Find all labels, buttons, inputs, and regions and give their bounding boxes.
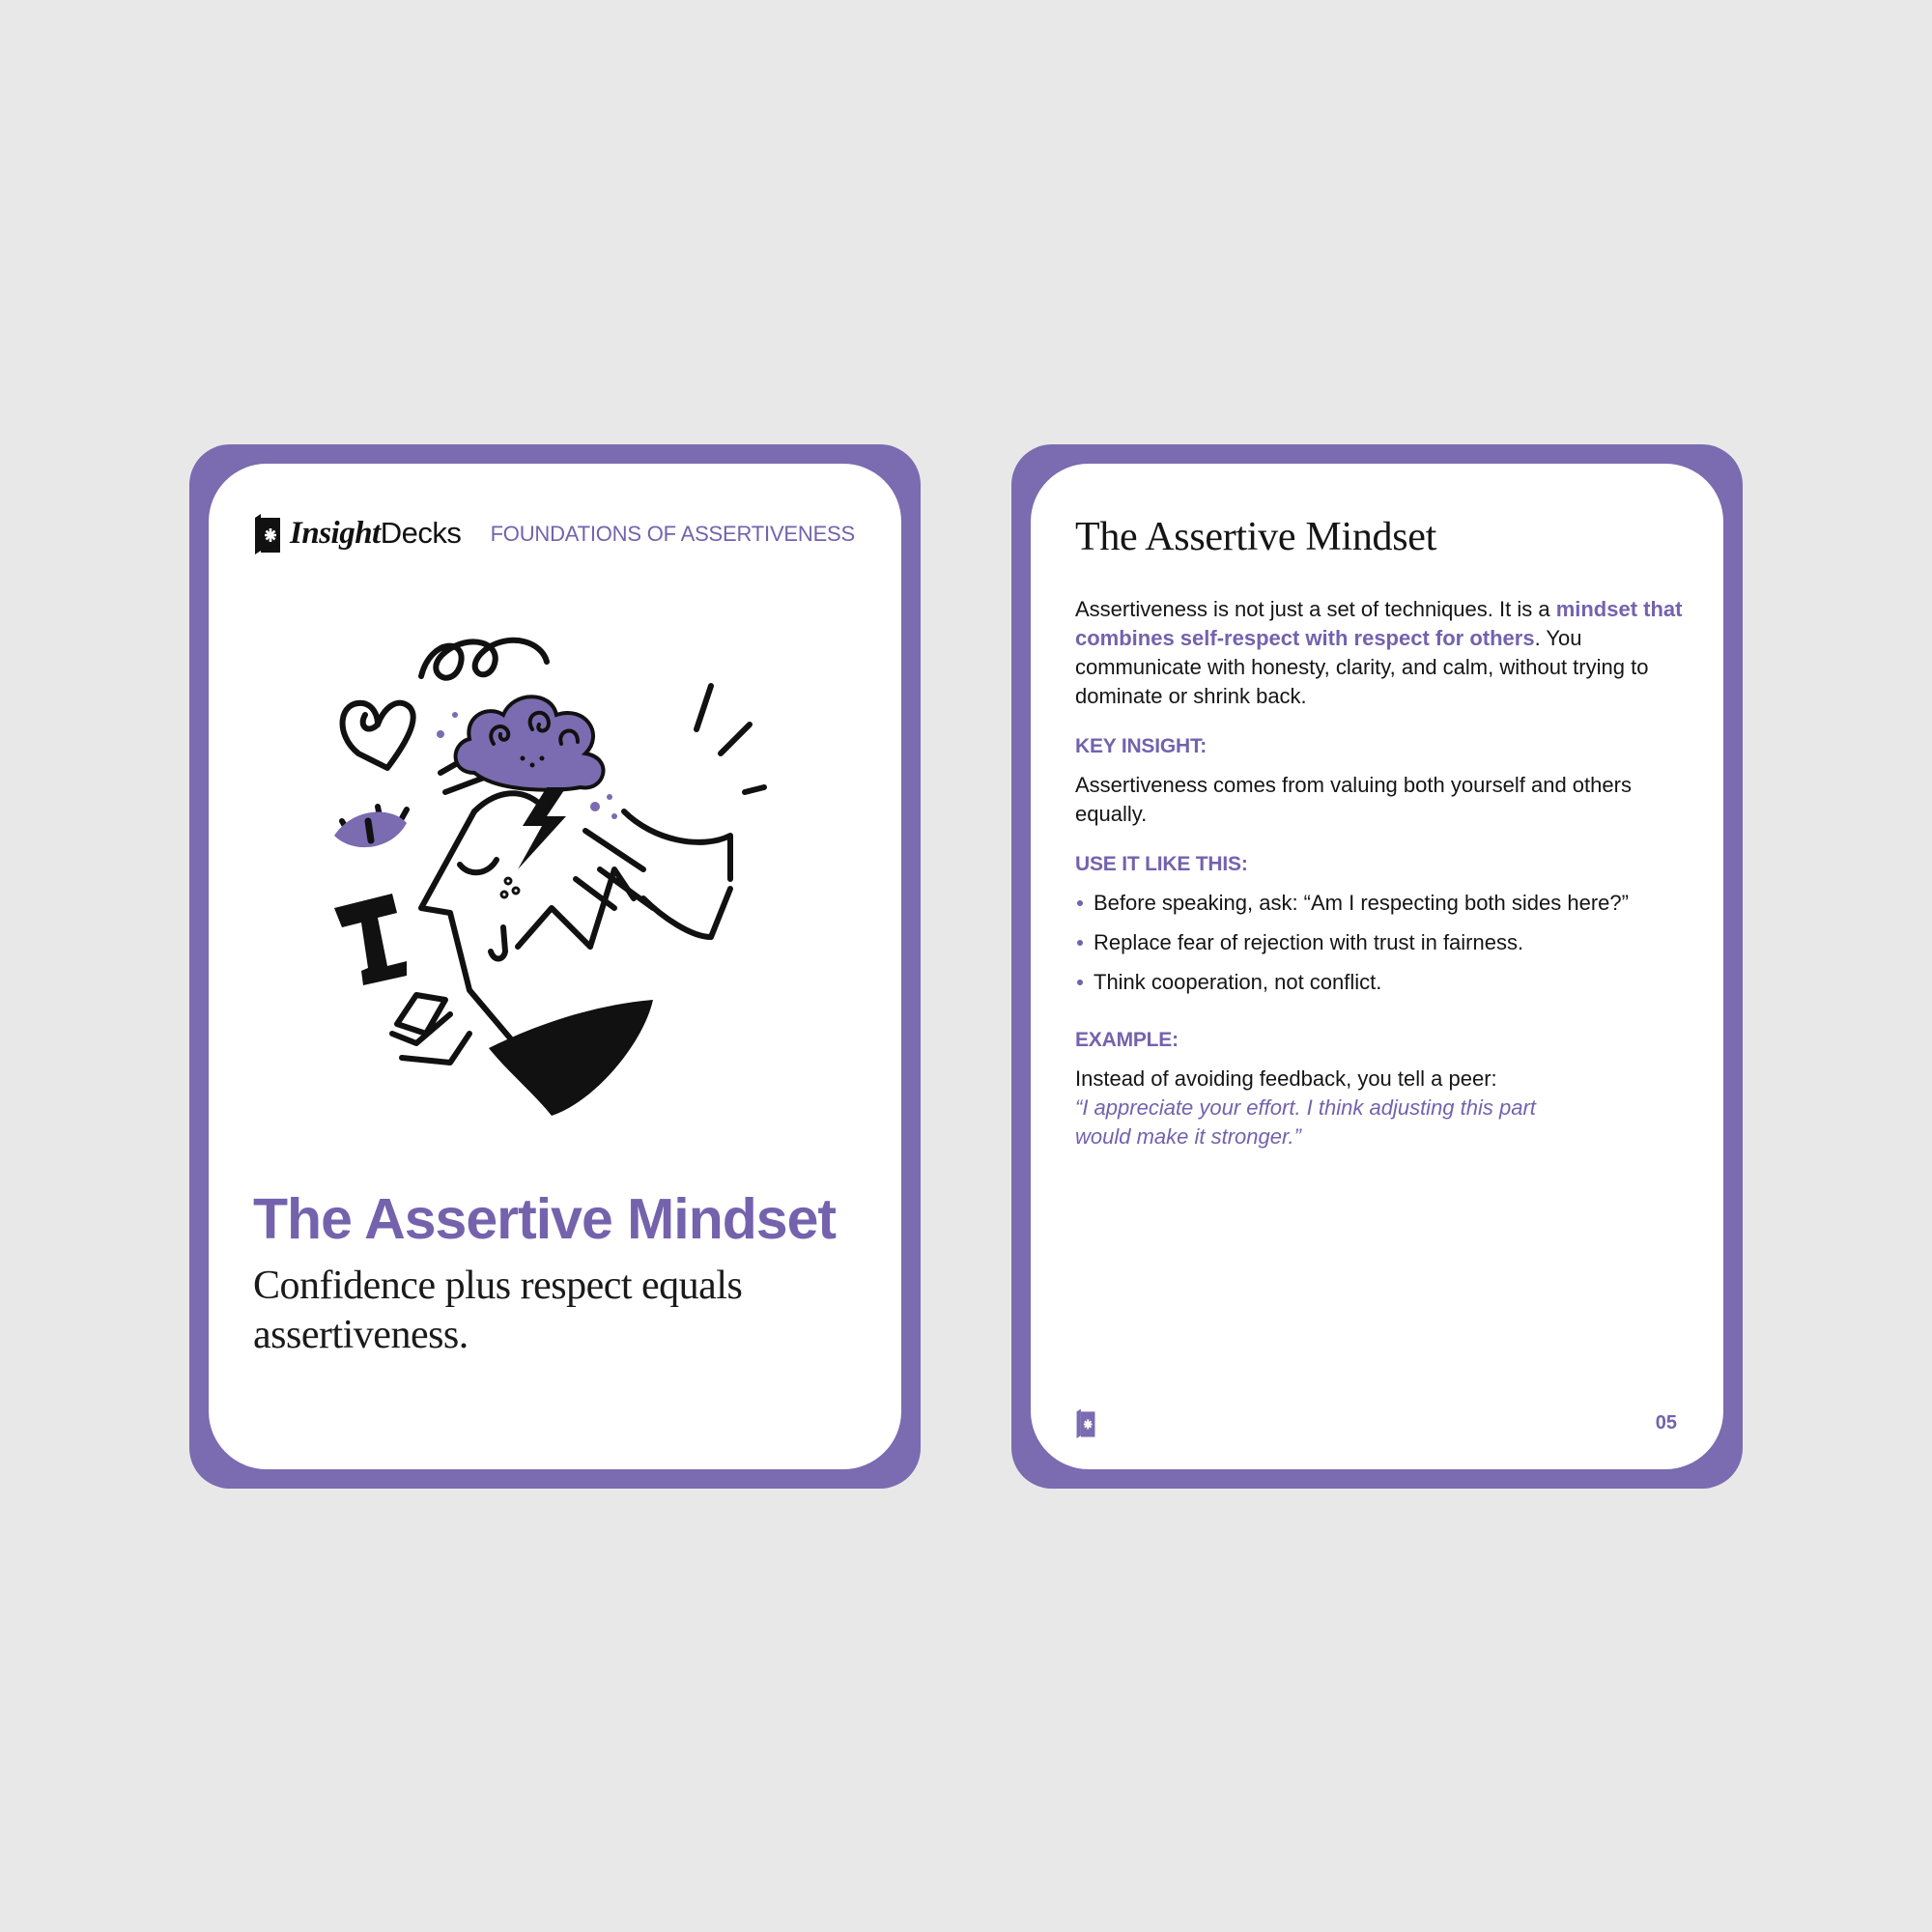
key-insight-text: Assertiveness comes from valuing both yourself and others equally. — [1075, 773, 1632, 826]
assertive-mind-illustration — [325, 618, 788, 1121]
back-card — [1011, 444, 1743, 1489]
example-heading: EXAMPLE: — [1075, 1029, 1179, 1051]
back-card-face — [1031, 464, 1723, 1469]
front-card-face — [209, 464, 901, 1469]
brand-wordmark — [290, 516, 461, 552]
example-section — [1075, 1026, 1684, 1151]
bullet-icon — [1077, 900, 1083, 906]
example-quote: “I appreciate your effort. I think adjusting this part would make it stronger.” — [1075, 1095, 1536, 1149]
intro-text-end: . You communicate with honesty, clarity, and calm, without trying to dominate or shrink back. — [1075, 626, 1649, 708]
intro-text: Assertiveness is not just a set of techniques. It is a — [1075, 597, 1556, 621]
tip-text: Replace fear of rejection with trust in fairness. — [1094, 930, 1524, 954]
tips-list — [1075, 889, 1684, 997]
bullet-icon — [1077, 940, 1083, 946]
back-body — [1075, 595, 1684, 1151]
front-title: The Assertive Mindset — [253, 1187, 837, 1251]
use-heading: USE IT LIKE THIS: — [1075, 853, 1248, 875]
key-insight-heading: KEY INSIGHT: — [1075, 735, 1208, 757]
intro-highlight: mindset that combines self-respect with respect for others — [1075, 597, 1683, 650]
brand-name-italic: Insight — [290, 515, 381, 551]
back-title: The Assertive Mindset — [1075, 515, 1436, 559]
front-card — [189, 444, 921, 1489]
intro-paragraph — [1075, 595, 1684, 711]
list-item — [1075, 968, 1684, 997]
brand-name-regular: Decks — [380, 515, 462, 550]
book-star-icon — [253, 512, 282, 554]
book-star-icon — [1075, 1407, 1096, 1438]
tip-text: Before speaking, ask: “Am I respecting both sides here?” — [1094, 891, 1629, 915]
brand-logo — [253, 512, 461, 554]
list-item — [1075, 889, 1684, 918]
tip-text: Think cooperation, not conflict. — [1094, 970, 1382, 994]
category-label: FOUNDATIONS OF ASSERTIVENESS — [490, 522, 855, 546]
front-subtitle: Confidence plus respect equals assertiveness. — [253, 1264, 743, 1357]
page-number: 05 — [1655, 1412, 1677, 1434]
example-text: Instead of avoiding feedback, you tell a peer: — [1075, 1066, 1497, 1091]
bullet-icon — [1077, 980, 1083, 985]
list-item — [1075, 928, 1684, 957]
